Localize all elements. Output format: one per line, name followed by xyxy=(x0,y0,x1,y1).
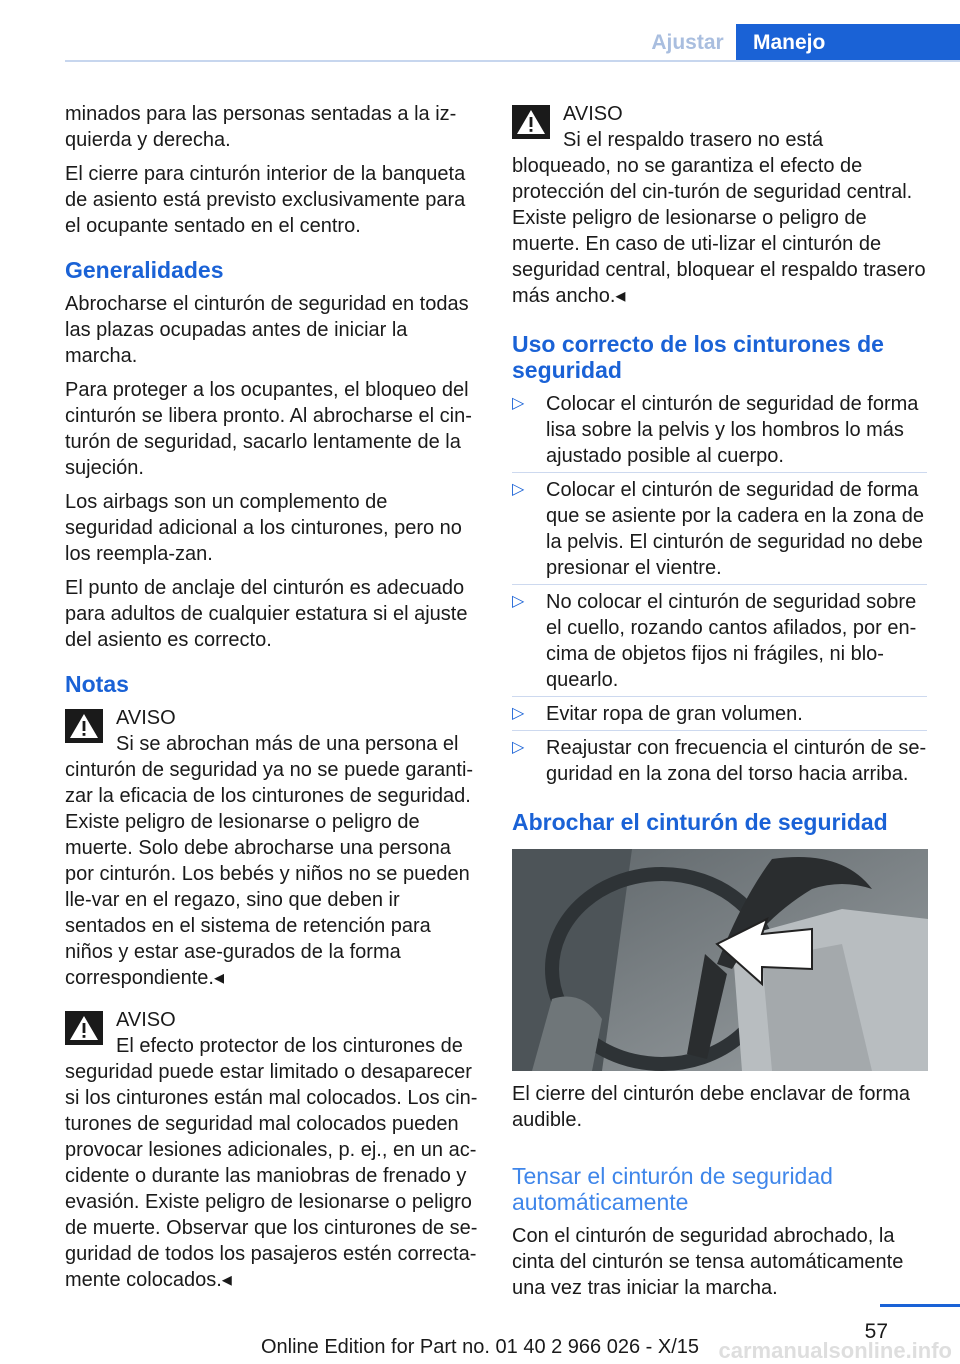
list-item: ▷ No colocar el cinturón de seguridad sobre el cuello, rozando cantos afilados, por en-cima de objetos fijos ni frágiles, ni blo-quearlo. xyxy=(512,589,927,693)
list-item: ▷ Colocar el cinturón de seguridad de forma que se asiente por la cadera en la zona de la pelvis. El cinturón de seguridad no debe presionar el vientre. xyxy=(512,477,927,581)
heading-generalidades: Generalidades xyxy=(65,257,224,283)
warning-title: AVISO xyxy=(563,103,623,125)
heading-abrochar: Abrochar el cinturón de seguridad xyxy=(512,809,888,835)
heading-notas: Notas xyxy=(65,671,129,697)
bullet-list xyxy=(512,391,927,787)
triangle-bullet-icon: ▷ xyxy=(512,739,525,756)
tab-manejo[interactable]: Manejo xyxy=(736,24,960,61)
triangle-bullet-icon: ▷ xyxy=(512,593,525,610)
warning-icon xyxy=(65,709,103,743)
header-rule xyxy=(65,60,960,62)
warning-title: AVISO xyxy=(116,1009,176,1031)
list-item: ▷ Evitar ropa de gran volumen. xyxy=(512,701,927,727)
triangle-bullet-icon: ▷ xyxy=(512,705,525,722)
heading-uso-correcto: Uso correcto de los cinturones de seguridad xyxy=(512,331,884,383)
warning-title: AVISO xyxy=(116,707,176,729)
warning-text: El efecto protector de los cinturones de seguridad puede estar limitado o desaparecer si los cinturones están mal colocados. Los cin-turones de seguridad mal colocados pueden provocar lesiones adicionales, p. ej., en un ac-cidente o durante las maniobras de frenado y evasión. Existe peligro de lesionarse o peligro de muerte. Observar que los cinturones de se-guridad de todos los pasajeros estén correcta-mente colocados.◂ xyxy=(65,1035,478,1291)
heading-tensar: Tensar el cinturón de seguridad automáticamente xyxy=(512,1163,833,1215)
right-column xyxy=(512,101,927,1309)
seatbelt-illustration xyxy=(512,849,928,1071)
triangle-bullet-icon: ▷ xyxy=(512,481,525,498)
warning-text: Si se abrochan más de una persona el cinturón de seguridad ya no se puede garanti-zar la eficacia de los cinturones de seguridad. Existe peligro de lesionarse o peligro de muerte. Solo debe abrocharse una persona por cinturón. Los bebés y niños no se pueden lle-var en el regazo, sino que deben ir sentados en el sistema de retención para niños y estar ase-gurados de la forma correspondiente.◂ xyxy=(65,733,474,989)
edition-footer: Online Edition for Part no. 01 40 2 966 026 - X/15 xyxy=(260,1336,700,1358)
warning-icon xyxy=(512,105,550,139)
warning-icon xyxy=(65,1011,103,1045)
warning-text: Si el respaldo trasero no está bloqueado, no se garantiza el efecto de protección del cin-turón de seguridad central. Existe peligro de lesionarse o peligro de muerte. En caso de uti-lizar el cinturón de seguridad central, bloquear el respaldo trasero más ancho.◂ xyxy=(512,129,926,307)
paragraph: minados para las personas sentadas a la iz-quierda y derecha. xyxy=(65,103,457,151)
left-column xyxy=(65,101,480,1301)
warning-block xyxy=(65,705,480,991)
paragraph: El punto de anclaje del cinturón es adecuado para adultos de cualquier estatura si el ajuste del asiento es correcto. xyxy=(65,577,468,651)
list-item: ▷ Reajustar con frecuencia el cinturón de se-guridad en la zona del torso hacia arriba. xyxy=(512,735,927,787)
paragraph: Para proteger a los ocupantes, el bloqueo del cinturón se libera pronto. Al abrocharse el cin-turón de seguridad, sacarlo lentamente de la sujeción. xyxy=(65,379,472,479)
triangle-bullet-icon: ▷ xyxy=(512,395,525,412)
paragraph: Los airbags son un complemento de seguridad adicional a los cinturones, pero no los reempla-zan. xyxy=(65,491,462,565)
paragraph: El cierre del cinturón debe enclavar de forma audible. xyxy=(512,1083,910,1131)
paragraph: El cierre para cinturón interior de la banqueta de asiento está previsto exclusivamente para el ocupante sentado en el centro. xyxy=(65,163,466,237)
section-tabs xyxy=(639,24,960,61)
warning-block xyxy=(65,1007,480,1293)
page-number: 57 xyxy=(864,1320,888,1343)
watermark: carmanualsonline.info xyxy=(718,1338,952,1363)
list-item: ▷ Colocar el cinturón de seguridad de forma lisa sobre la pelvis y los hombros lo más ajustado posible al cuerpo. xyxy=(512,393,919,467)
footer-rule xyxy=(880,1304,960,1307)
warning-block xyxy=(512,101,927,309)
tab-ajustar[interactable]: Ajustar xyxy=(651,31,724,54)
paragraph: Con el cinturón de seguridad abrochado, la cinta del cinturón se tensa automáticamente una vez tras iniciar la marcha. xyxy=(512,1225,904,1299)
paragraph: Abrocharse el cinturón de seguridad en todas las plazas ocupadas antes de iniciar la marcha. xyxy=(65,293,469,367)
